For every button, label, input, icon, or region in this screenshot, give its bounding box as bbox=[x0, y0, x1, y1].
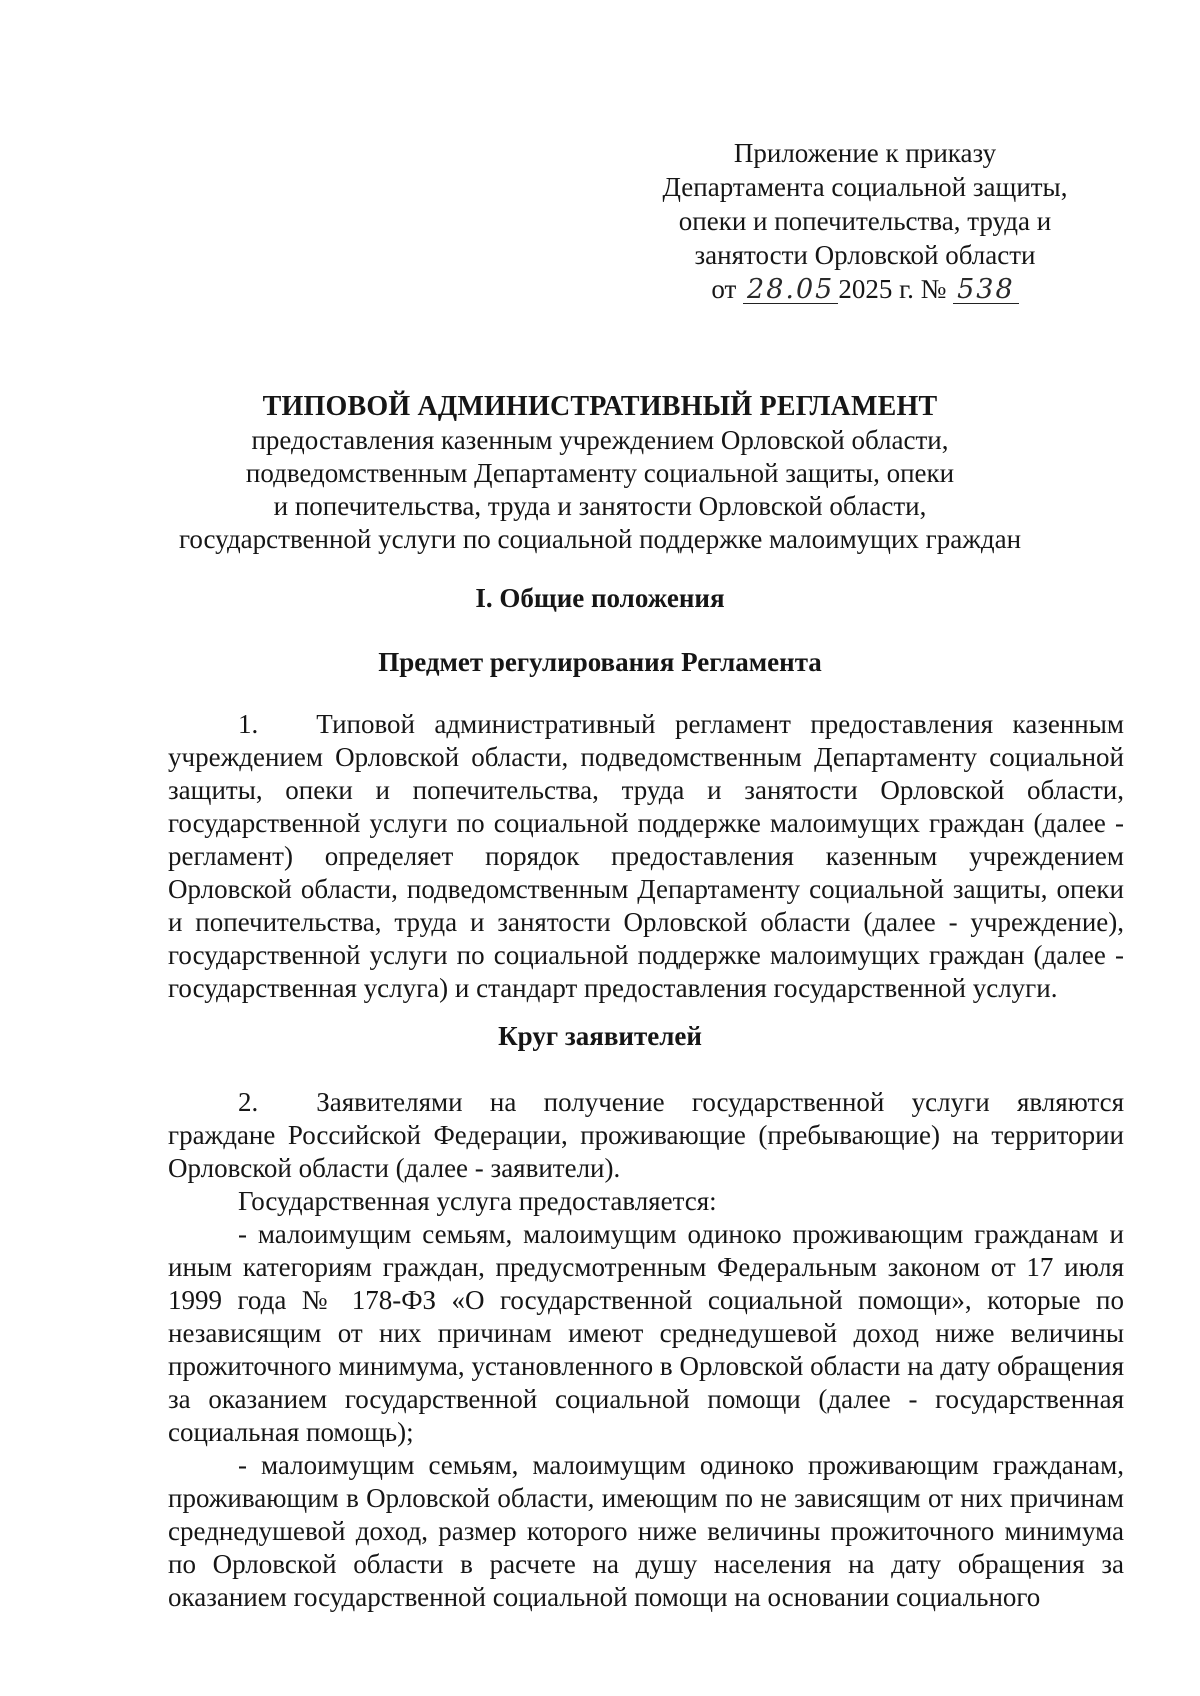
handwritten-order-number: 538 bbox=[953, 277, 1019, 304]
title-line-1: предоставления казенным учреждением Орловской области, bbox=[251, 425, 949, 455]
paragraph-3 bbox=[168, 1185, 1124, 1218]
appendix-line-3: опеки и попечительства, труда и bbox=[678, 206, 1052, 236]
section-heading-general: I. Общие положения bbox=[475, 583, 725, 613]
paragraph-1 bbox=[168, 708, 1124, 1005]
document-title-block bbox=[150, 390, 1050, 556]
appendix-line-2: Департамента социальной защиты, bbox=[662, 172, 1068, 202]
appendix-line-4: занятости Орловской области bbox=[694, 240, 1036, 270]
handwritten-date: 28.05 bbox=[743, 277, 838, 304]
paragraph-2-number: 2. bbox=[238, 1087, 259, 1117]
date-prefix: от bbox=[711, 274, 737, 304]
paragraph-5-text: - малоимущим семьям, малоимущим одиноко проживающим гражданам, проживающим в Орловской области, имеющим по не зависящим от них причинам среднедушевой доход, размер которого ниже величины прожиточного минимума по Орловской области в расчете на душу населения на дату обращения за оказанием государственной социальной помощи на основании социального bbox=[168, 1450, 1124, 1612]
paragraph-3-text: Государственная услуга предоставляется: bbox=[238, 1186, 717, 1216]
paragraph-4 bbox=[168, 1218, 1124, 1449]
date-suffix: 2025 г. № bbox=[838, 274, 947, 304]
title-line-4: государственной услуги по социальной поддержке малоимущих граждан bbox=[178, 524, 1022, 554]
appendix-block bbox=[650, 136, 1080, 306]
appendix-date-line bbox=[650, 272, 1080, 306]
paragraph-1-number: 1. bbox=[238, 709, 259, 739]
paragraph-5 bbox=[168, 1449, 1124, 1614]
title-line-2: подведомственным Департаменту социальной защиты, опеки bbox=[245, 458, 955, 488]
document-title: ТИПОВОЙ АДМИНИСТРАТИВНЫЙ РЕГЛАМЕНТ bbox=[262, 391, 938, 422]
section-subheading-subject: Предмет регулирования Регламента bbox=[378, 647, 822, 677]
paragraph-4-text: - малоимущим семьям, малоимущим одиноко проживающим гражданам и иным категориям граждан, предусмотренным Федеральным законом от 17 июля 1999 года № 178-ФЗ «О государственной социальной помощи», которые по независящим от них причинам имеют среднедушевой доход ниже величины прожиточного минимума, установленного в Орловской области на дату обращения за оказанием государственной социальной помощи (далее - государственная социальная помощь); bbox=[168, 1219, 1124, 1447]
paragraph-2 bbox=[168, 1086, 1124, 1185]
appendix-line-1: Приложение к приказу bbox=[733, 138, 997, 168]
title-line-3: и попечительства, труда и занятости Орловской области, bbox=[273, 491, 927, 521]
section-heading-applicants: Круг заявителей bbox=[498, 1021, 702, 1051]
paragraph-1-text: Типовой административный регламент предоставления казенным учреждением Орловской области, подведомственным Департаменту социальной защиты, опеки и попечительства, труда и занятости Орловской области, государственной услуги по социальной поддержке малоимущих граждан (далее - регламент) определяет порядок предоставления казенным учреждением Орловской области, подведомственным Департаменту социальной защиты, опеки и попечительства, труда и занятости Орловской области (далее - учреждение), государственной услуги по социальной поддержке малоимущих граждан (далее - государственная услуга) и стандарт предоставления государственной услуги. bbox=[168, 709, 1124, 1003]
paragraph-2-text: Заявителями на получение государственной услуги являются граждане Российской Федерации, проживающие (пребывающие) на территории Орловской области (далее - заявители). bbox=[168, 1087, 1124, 1183]
